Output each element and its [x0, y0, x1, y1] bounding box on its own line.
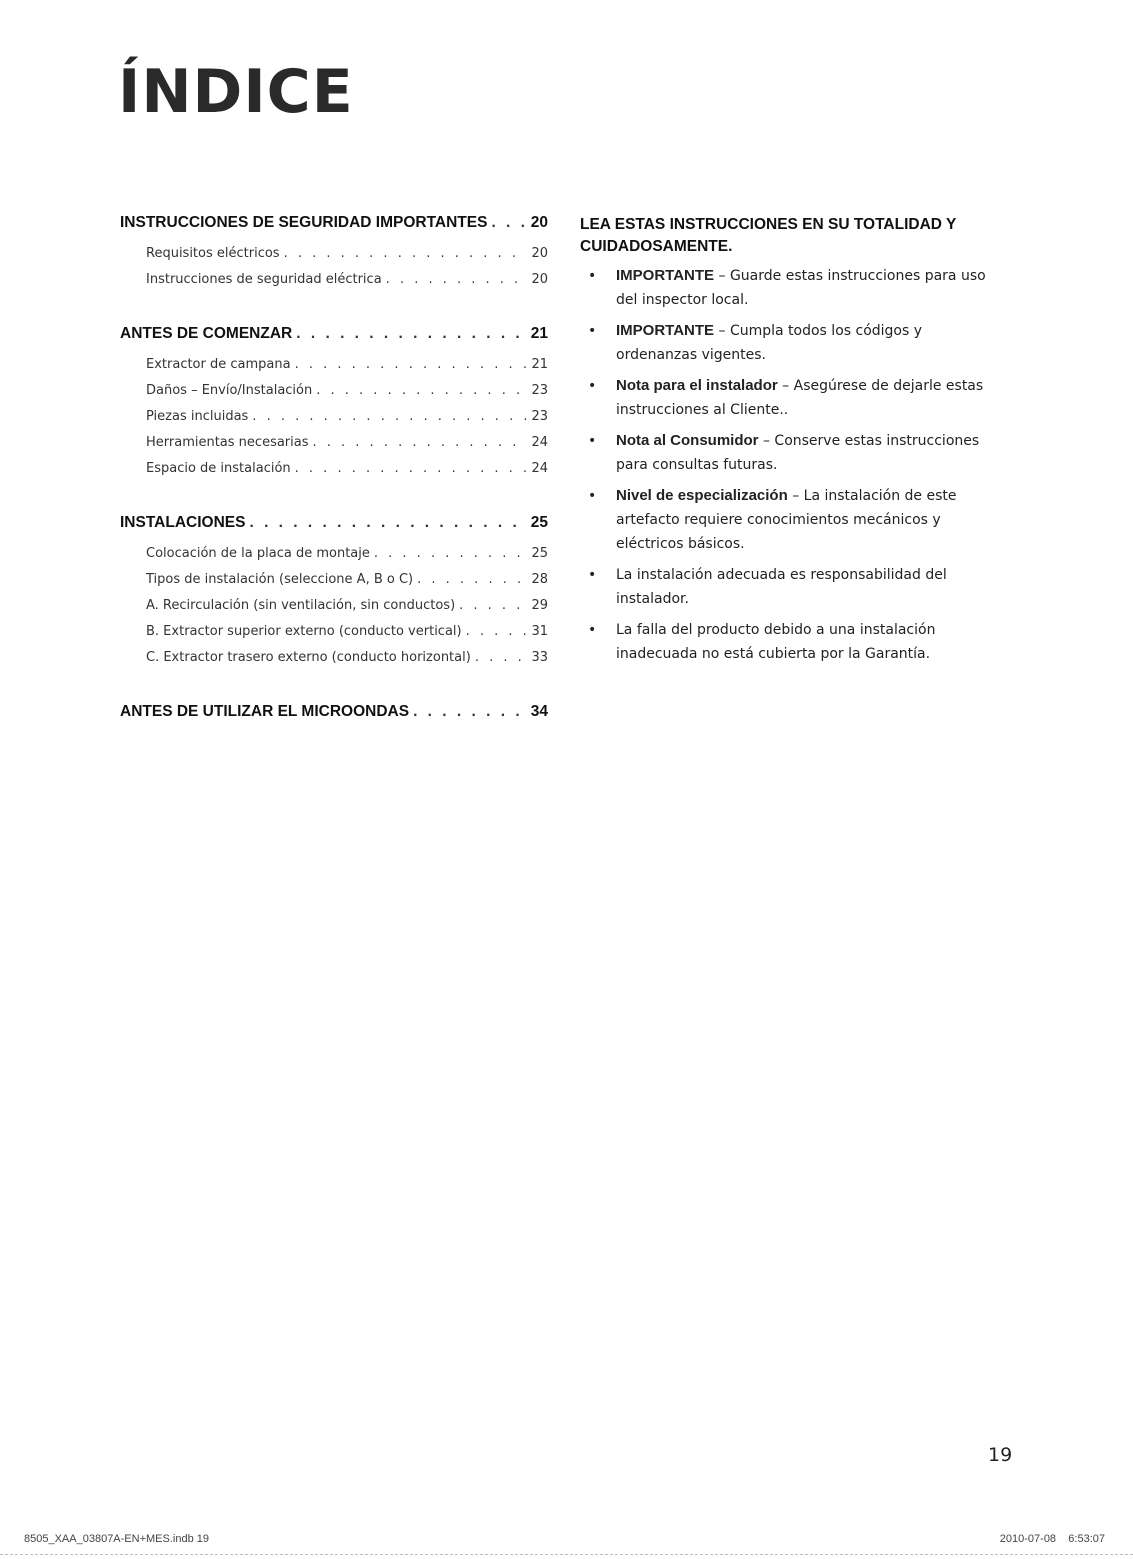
toc-dot-leader: [466, 624, 528, 639]
toc-sub-entry: [120, 572, 548, 598]
toc-entry-label: Daños – Envío/Instalación: [146, 383, 313, 398]
note-text: La falla del producto debido a una instalación inadecuada no está cubierta por la Garantía.: [616, 622, 936, 662]
note-item: [580, 264, 1000, 312]
toc-dot-leader: [296, 325, 527, 343]
page-title: ÍNDICE: [118, 57, 354, 127]
page-number: 19: [988, 1444, 1013, 1466]
instructions-notes: [580, 214, 1000, 673]
footer-file-info: 8505_XAA_03807A-EN+MES.indb 19: [24, 1533, 209, 1545]
toc-main-entry: [120, 214, 548, 240]
toc-entry-page: 34: [530, 703, 548, 720]
toc-section: [120, 514, 548, 676]
toc-entry-page: 24: [531, 461, 548, 476]
toc-entry-page: 25: [530, 514, 548, 531]
toc-entry-label: C. Extractor trasero externo (conducto horizontal): [146, 650, 471, 665]
toc-entry-page: 20: [531, 246, 548, 261]
toc-sub-entry: [120, 624, 548, 650]
bullet-icon: •: [588, 433, 597, 449]
footer-time: 6:53:07: [1068, 1533, 1105, 1545]
toc-sub-entry: [120, 461, 548, 487]
toc-dot-leader: [284, 246, 528, 261]
note-keyword: IMPORTANTE: [616, 322, 715, 339]
toc-sub-entry: [120, 598, 548, 624]
bullet-icon: •: [588, 378, 597, 394]
toc-entry-label: Espacio de instalación: [146, 461, 291, 476]
toc-dot-leader: [374, 546, 528, 561]
toc-dot-leader: [413, 703, 527, 721]
note-item: [580, 429, 1000, 477]
toc-entry-page: 24: [531, 435, 548, 450]
toc-dot-leader: [249, 514, 526, 532]
toc-sub-entry: [120, 546, 548, 572]
toc-sub-entry: [120, 246, 548, 272]
toc-entry-page: 21: [531, 357, 548, 372]
toc-dot-leader: [295, 357, 528, 372]
table-of-contents: [120, 214, 548, 756]
toc-entry-label: INSTRUCCIONES DE SEGURIDAD IMPORTANTES: [120, 214, 488, 231]
toc-sub-entry: [120, 409, 548, 435]
note-item: [580, 618, 1000, 666]
notes-heading: LEA ESTAS INSTRUCCIONES EN SU TOTALIDAD Y CUIDADOSAMENTE.: [580, 216, 957, 255]
note-text: – Asegúrese de dejarle estas instrucciones al Cliente..: [616, 378, 984, 418]
toc-sub-entry: [120, 357, 548, 383]
toc-section: [120, 214, 548, 298]
toc-dot-leader: [295, 461, 528, 476]
toc-main-entry: [120, 514, 548, 540]
toc-entry-label: ANTES DE COMENZAR: [120, 325, 293, 342]
note-text: – La instalación de este artefacto requiere conocimientos mecánicos y eléctricos básicos.: [616, 488, 957, 552]
toc-main-entry: [120, 325, 548, 351]
toc-entry-label: Piezas incluidas: [146, 409, 249, 424]
toc-entry-label: Colocación de la placa de montaje: [146, 546, 370, 561]
toc-dot-leader: [313, 435, 528, 450]
toc-entry-page: 33: [531, 650, 548, 665]
toc-entry-page: 20: [531, 272, 548, 287]
toc-sub-entry: [120, 272, 548, 298]
note-item: [580, 319, 1000, 367]
bullet-icon: •: [588, 567, 597, 583]
footer-date: 2010-07-08: [999, 1533, 1057, 1545]
note-keyword: Nivel de especialización: [616, 487, 788, 504]
note-item: [580, 484, 1000, 556]
note-text: – Conserve estas instrucciones para consultas futuras.: [616, 433, 980, 473]
footer-divider: [0, 1554, 1133, 1555]
toc-dot-leader: [417, 572, 527, 587]
bullet-icon: •: [588, 268, 597, 284]
note-keyword: Nota al Consumidor: [616, 432, 759, 449]
toc-section: [120, 703, 548, 729]
toc-entry-page: 28: [531, 572, 548, 587]
toc-sub-entry: [120, 383, 548, 409]
bullet-icon: •: [588, 323, 597, 339]
toc-entry-label: B. Extractor superior externo (conducto vertical): [146, 624, 462, 639]
toc-entry-label: ANTES DE UTILIZAR EL MICROONDAS: [120, 703, 410, 720]
toc-entry-page: 21: [530, 325, 548, 342]
note-text: – Cumpla todos los códigos y ordenanzas vigentes.: [616, 323, 923, 363]
footer-timestamp: [955, 1533, 1105, 1545]
note-item: [580, 374, 1000, 422]
bullet-icon: •: [588, 622, 597, 638]
toc-entry-page: 29: [531, 598, 548, 613]
toc-entry-label: Herramientas necesarias: [146, 435, 309, 450]
toc-entry-label: INSTALACIONES: [120, 514, 246, 531]
toc-entry-label: Extractor de campana: [146, 357, 291, 372]
toc-entry-page: 23: [531, 409, 548, 424]
toc-entry-page: 31: [531, 624, 548, 639]
toc-entry-label: A. Recirculación (sin ventilación, sin conductos): [146, 598, 456, 613]
note-keyword: Nota para el instalador: [616, 377, 778, 394]
toc-dot-leader: [386, 272, 528, 287]
toc-entry-page: 23: [531, 383, 548, 398]
note-keyword: IMPORTANTE: [616, 267, 715, 284]
toc-dot-leader: [491, 214, 526, 232]
toc-section: [120, 325, 548, 487]
bullet-icon: •: [588, 488, 597, 504]
toc-sub-entry: [120, 650, 548, 676]
toc-dot-leader: [316, 383, 527, 398]
toc-entry-label: Instrucciones de seguridad eléctrica: [146, 272, 382, 287]
note-text: La instalación adecuada es responsabilidad del instalador.: [616, 567, 947, 607]
note-text: – Guarde estas instrucciones para uso del inspector local.: [616, 268, 986, 308]
toc-entry-label: Requisitos eléctricos: [146, 246, 280, 261]
notes-list: [580, 264, 1000, 666]
toc-entry-page: 20: [530, 214, 548, 231]
note-item: [580, 563, 1000, 611]
toc-sub-entry: [120, 435, 548, 461]
toc-main-entry: [120, 703, 548, 729]
toc-dot-leader: [459, 598, 527, 613]
toc-dot-leader: [475, 650, 528, 665]
toc-dot-leader: [252, 409, 527, 424]
toc-entry-page: 25: [531, 546, 548, 561]
toc-entry-label: Tipos de instalación (seleccione A, B o C): [146, 572, 414, 587]
